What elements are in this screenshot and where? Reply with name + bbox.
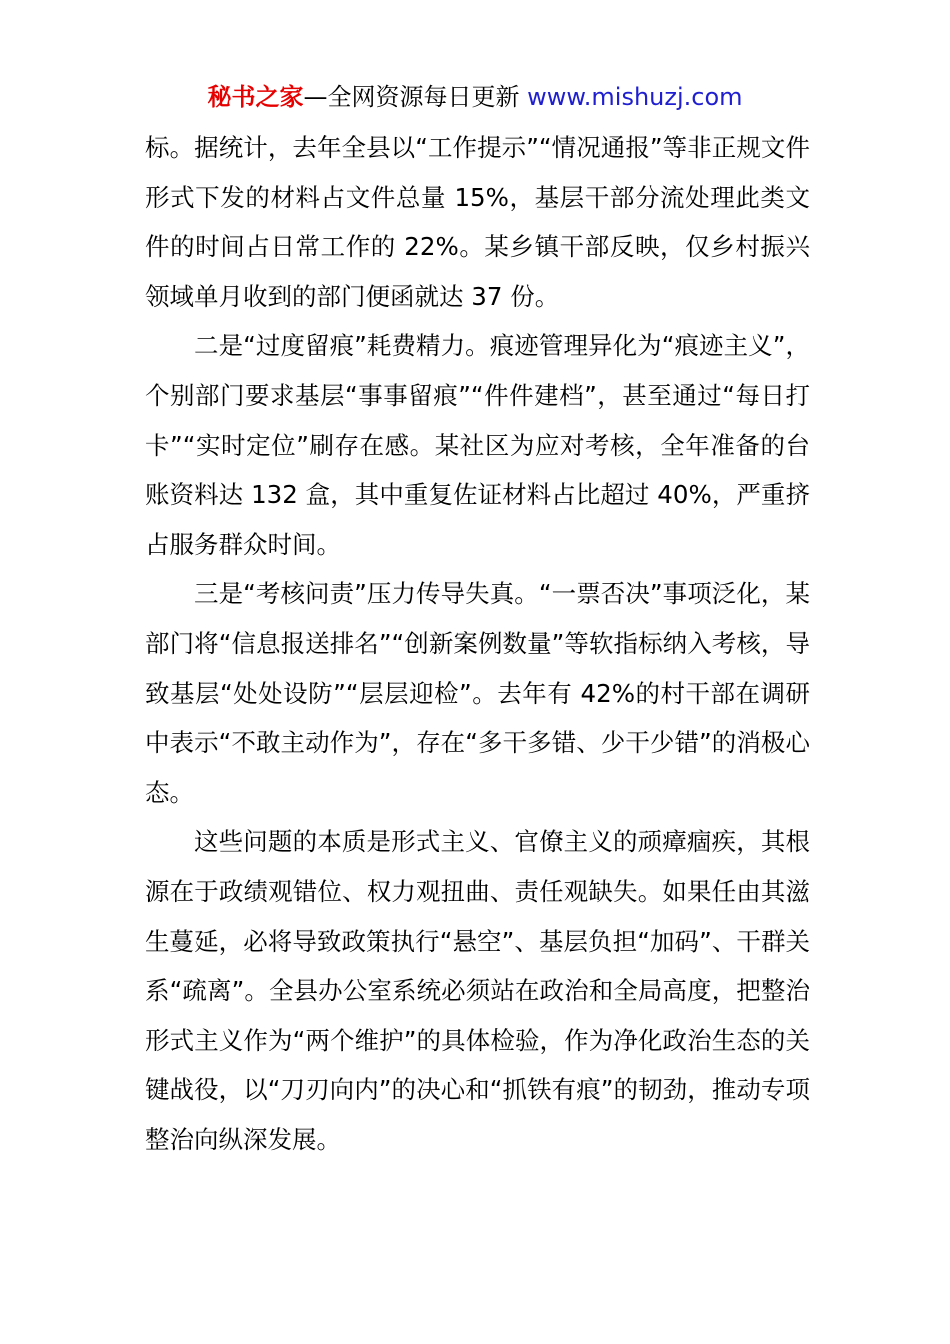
text-line: 处理此类文件的时间占日常工作的 22%。某乡镇干部反: [145, 182, 811, 262]
text-line: 任由其滋生蔓延，必将导致政策执行“悬空”、基层负担: [145, 876, 810, 956]
text-line: 材料占比超过 40%，严重挤占服务群众时间。: [145, 480, 810, 559]
text-line: 指标纳入考核，导致基层“处处设防”“层层迎检”。去: [145, 628, 810, 708]
text-line: 政治和全局高度，把整治形式主义作为“两个维护”的具: [145, 976, 810, 1055]
paragraph-point-two: [145, 321, 810, 569]
text-line: 主义”，个别部门要求基层“事事留痕”“件件建档”，: [145, 331, 811, 410]
text-line: 三是“考核问责”压力传导失真。“一票否决”事项: [194, 579, 712, 609]
document-body: [145, 123, 810, 1164]
text-line: “加码”、干群关系“疏离”。全县办公室系统必须站在: [145, 926, 811, 1006]
text-line: 二是“过度留痕”耗费精力。痕迹管理异化为“痕迹: [194, 331, 724, 361]
text-line: 这些问题的本质是形式主义、官僚主义的顽瘴痼疾，: [194, 827, 761, 857]
text-line: 的决心和“抓铁有痕”的韧劲，推动专项整治向纵深发: [145, 1075, 810, 1154]
text-line: 映，仅乡村振兴领域单月收到的部门便函就达 37 份。: [145, 232, 810, 311]
page-header: [0, 80, 950, 114]
text-line: 标。据统计，去年全县以“工作提示”“情况通报”等非: [145, 133, 712, 162]
text-line: 泛化，某部门将“信息报送排名”“创新案例数量”等软: [145, 579, 810, 658]
text-line: 年有 42%的村干部在调研中表示“不敢主动作为”，存在: [145, 678, 810, 758]
header-tagline: —全网资源每日更新: [303, 83, 528, 111]
paragraph-point-three: [145, 569, 810, 817]
site-url-link[interactable]: www.mishuzj.com: [527, 83, 743, 111]
text-line: 甚至通过“每日打卡”“实时定位”刷存在感。某社区为: [145, 380, 810, 460]
text-line: 展。: [292, 1124, 341, 1154]
text-line: “多干多错、少干少错”的消极心态。: [145, 728, 810, 807]
text-line: 正规文件形式下发的材料占文件总量 15%，基层干部分流: [145, 133, 810, 212]
text-line: 体检验，作为净化政治生态的关键战役，以“刀刃向内”: [145, 1025, 811, 1105]
paragraph-conclusion: [145, 817, 810, 1164]
brand-name: 秘书之家: [207, 83, 304, 111]
text-line: 其根源在于政绩观错位、权力观扭曲、责任观缺失。如果: [145, 827, 811, 906]
paragraph-continuation: [145, 123, 810, 321]
text-line: 应对考核，全年准备的台账资料达 132 盒，其中重复佐证: [145, 430, 810, 510]
